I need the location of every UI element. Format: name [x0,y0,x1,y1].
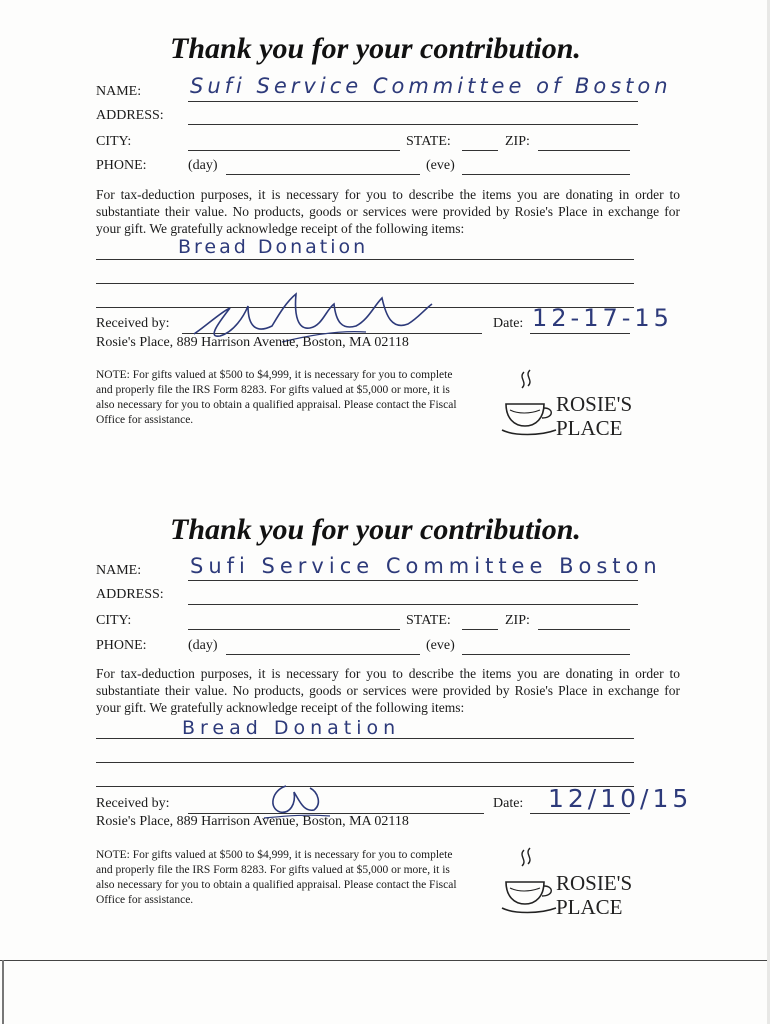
phone-label: PHONE: [96,638,147,653]
city-line [188,150,400,151]
logo-text-line1: ROSIE'S [556,392,633,416]
phone-label: PHONE: [96,158,147,173]
handwritten-name: Sufi Service Committee Boston [190,554,662,578]
handwritten-items: Bread Donation [182,717,401,739]
form-title: Thank you for your contribution. [170,32,581,65]
name-label: NAME: [96,563,142,578]
zip-label: ZIP: [505,613,530,628]
rosies-address: Rosie's Place, 889 Harrison Avenue, Boston, MA 02118 [96,335,409,350]
received-by-label: Received by: [96,796,170,811]
address-line [188,604,638,605]
tax-paragraph: For tax-deduction purposes, it is necessary for you to describe the items you are donating in order to substantiate their value. No products, goods or services were provided by Rosie's Place in exchange for your gift. We gratefully acknowledge receipt of the following items: [96,666,680,715]
zip-label: ZIP: [505,134,530,149]
teacup-logo-icon [500,368,558,440]
logo-text-line1: ROSIE'S [556,871,633,895]
items-line-2 [96,283,634,284]
date-line [530,813,630,814]
rosies-address: Rosie's Place, 889 Harrison Avenue, Boston, MA 02118 [96,814,409,829]
day-label: (day) [188,158,218,173]
date-label: Date: [493,796,524,811]
eve-phone-line [462,174,630,175]
name-label: NAME: [96,84,142,99]
city-line [188,629,400,630]
zip-line [538,150,630,151]
address-label: ADDRESS: [96,108,164,123]
address-label: ADDRESS: [96,587,164,602]
tax-paragraph: For tax-deduction purposes, it is necessary for you to describe the items you are donating in order to substantiate their value. No products, goods or services were provided by Rosie's Place in exchange for your gift. We gratefully acknowledge receipt of the following items: [96,187,680,236]
irs-note: NOTE: For gifts valued at $500 to $4,999, it is necessary for you to complete and properly file the IRS Form 8283. For gifts valued at $5,000 or more, it is also necessary for you to obtain a qualified appraisal. Please contact the Fiscal Office for assistance. [96,849,457,906]
zip-line [538,629,630,630]
handwritten-date: 12-17-15 [532,304,673,332]
day-label: (day) [188,638,218,653]
eve-phone-line [462,654,630,655]
irs-note: NOTE: For gifts valued at $500 to $4,999, it is necessary for you to complete and properly file the IRS Form 8283. For gifts valued at $5,000 or more, it is also necessary for you to obtain a qualified appraisal. Please contact the Fiscal Office for assistance. [96,369,457,426]
form-title: Thank you for your contribution. [170,513,581,546]
logo-text-line2: PLACE [556,416,623,440]
handwritten-items: Bread Donation [178,236,369,258]
items-line-1 [96,259,634,260]
state-label: STATE: [406,613,451,628]
eve-label: (eve) [426,158,455,173]
logo-text-line2: PLACE [556,895,623,919]
city-label: CITY: [96,134,132,149]
state-line [462,150,498,151]
date-line [530,333,630,334]
eve-label: (eve) [426,638,455,653]
date-label: Date: [493,316,524,331]
state-label: STATE: [406,134,451,149]
teacup-logo-icon [500,846,558,918]
day-phone-line [226,654,420,655]
handwritten-date: 12/10/15 [548,784,693,813]
items-line-2 [96,762,634,763]
received-by-label: Received by: [96,316,170,331]
address-line [188,124,638,125]
scan-edge [2,960,4,1024]
state-line [462,629,498,630]
city-label: CITY: [96,613,132,628]
handwritten-name: Sufi Service Committee of Boston [190,74,672,98]
name-line [188,580,638,581]
name-line [188,101,638,102]
page-bottom-rule [0,960,770,961]
day-phone-line [226,174,420,175]
